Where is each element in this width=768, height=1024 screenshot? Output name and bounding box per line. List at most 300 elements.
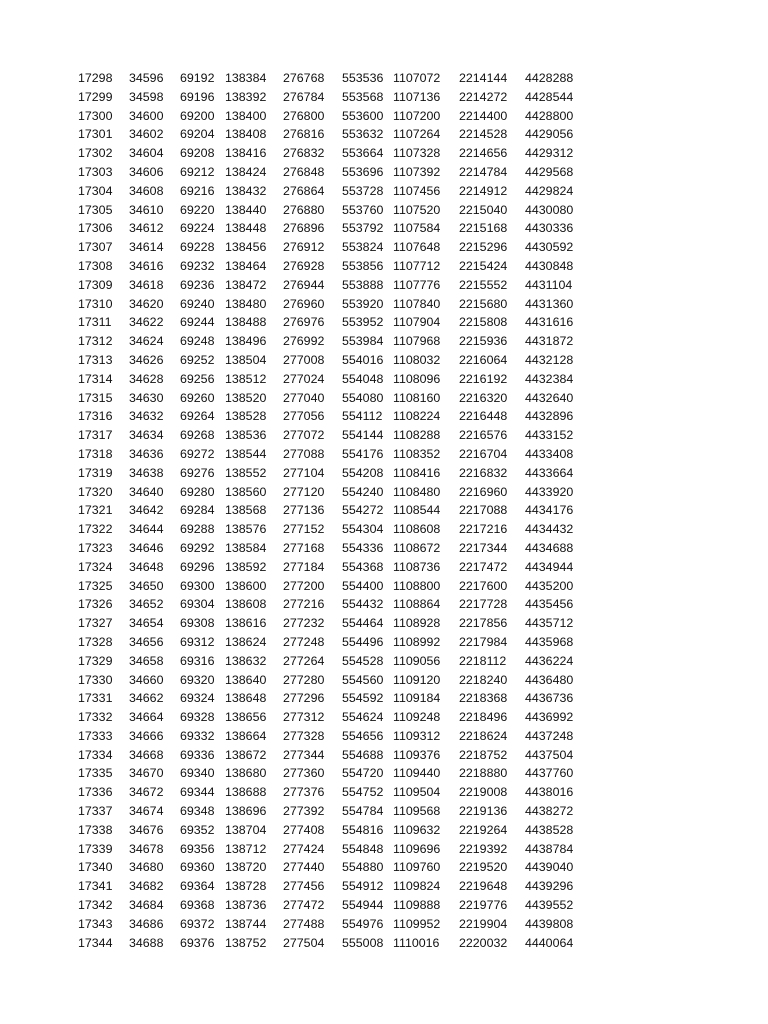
table-cell: 277152 [283,522,325,537]
table-row [0,313,768,332]
table-cell: 554656 [342,728,384,743]
table-cell: 276816 [283,127,325,142]
table-cell: 554176 [342,446,384,461]
table-cell: 4428800 [525,108,574,123]
table-cell: 276912 [283,240,325,255]
table-cell: 138584 [225,540,267,555]
table-cell: 277104 [283,465,325,480]
table-cell: 554720 [342,766,384,781]
table-cell: 4433408 [525,446,574,461]
table-cell: 1108928 [393,616,441,631]
table-cell: 34634 [129,428,164,443]
table-cell: 4432128 [525,352,574,367]
table-cell: 17323 [78,540,113,555]
table-cell: 554528 [342,653,384,668]
table-cell: 34644 [129,522,164,537]
table-cell: 34604 [129,146,164,161]
table-cell: 69340 [180,766,215,781]
table-cell: 277200 [283,578,325,593]
table-cell: 277296 [283,691,325,706]
table-cell: 34646 [129,540,164,555]
table-cell: 17334 [78,747,113,762]
table-cell: 69372 [180,916,215,931]
table-cell: 2217984 [459,634,508,649]
table-cell: 34628 [129,371,164,386]
table-cell: 554496 [342,634,384,649]
table-cell: 17341 [78,879,113,894]
table-cell: 138440 [225,202,267,217]
table-row [0,370,768,389]
table-cell: 17322 [78,522,113,537]
table-cell: 17338 [78,822,113,837]
table-cell: 4432640 [525,390,574,405]
table-row [0,276,768,295]
table-cell: 2218880 [459,766,508,781]
table-cell: 1108288 [393,428,441,443]
table-cell: 277216 [283,597,325,612]
table-cell: 34602 [129,127,164,142]
table-cell: 69196 [180,89,215,104]
table-cell: 277424 [283,841,325,856]
table-cell: 17318 [78,446,113,461]
table-cell: 34652 [129,597,164,612]
table-cell: 4440064 [525,935,574,950]
table-row [0,840,768,859]
table-cell: 69248 [180,334,215,349]
table-cell: 138544 [225,446,267,461]
table-cell: 4439296 [525,879,574,894]
table-cell: 138384 [225,71,267,85]
table-cell: 17316 [78,409,113,424]
table-row [0,295,768,314]
table-cell: 138664 [225,728,267,743]
table-cell: 276944 [283,277,325,292]
table-cell: 17328 [78,634,113,649]
table-cell: 554368 [342,559,384,574]
table-cell: 4437504 [525,747,574,762]
table-cell: 1108096 [393,371,441,386]
table-cell: 138392 [225,89,267,104]
table-cell: 17333 [78,728,113,743]
table-cell: 4431616 [525,315,574,330]
table-cell: 554944 [342,898,384,913]
table-cell: 69212 [180,164,215,179]
table-cell: 553952 [342,315,384,330]
table-cell: 4436736 [525,691,574,706]
table-cell: 554272 [342,503,384,518]
table-cell: 1107392 [393,164,441,179]
table-cell: 17300 [78,108,113,123]
table-cell: 69244 [180,315,215,330]
table-cell: 2218368 [459,691,508,706]
table-cell: 1108352 [393,446,441,461]
table-cell: 2220032 [459,935,508,950]
table-cell: 69272 [180,446,215,461]
table-cell: 2219008 [459,785,508,800]
table-cell: 277440 [283,860,325,875]
table-cell: 1107648 [393,240,441,255]
table-cell: 4436992 [525,710,574,725]
table-cell: 2217856 [459,616,508,631]
table-cell: 138720 [225,860,267,875]
table-cell: 554464 [342,616,384,631]
table-row [0,689,768,708]
table-cell: 4437760 [525,766,574,781]
table-cell: 277344 [283,747,325,762]
table-cell: 4435200 [525,578,574,593]
table-cell: 4436480 [525,672,574,687]
table-cell: 69328 [180,710,215,725]
table-cell: 138568 [225,503,267,518]
table-cell: 1107200 [393,108,441,123]
table-cell: 17321 [78,503,113,518]
table-cell: 34596 [129,71,164,85]
table-cell: 138424 [225,164,267,179]
table-cell: 1107904 [393,315,441,330]
table-cell: 1109696 [393,841,441,856]
table-cell: 2217344 [459,540,508,555]
table-cell: 17302 [78,146,113,161]
table-cell: 2214528 [459,127,508,142]
table-cell: 2217088 [459,503,508,518]
table-cell: 2215296 [459,240,508,255]
table-row [0,802,768,821]
table-cell: 1108608 [393,522,441,537]
table-cell: 138592 [225,559,267,574]
table-cell: 4438784 [525,841,574,856]
table-cell: 138448 [225,221,267,236]
table-cell: 4430592 [525,240,574,255]
table-cell: 17325 [78,578,113,593]
table-cell: 1109952 [393,916,441,931]
table-cell: 34606 [129,164,164,179]
table-cell: 17313 [78,352,113,367]
table-cell: 138576 [225,522,267,537]
table-cell: 17340 [78,860,113,875]
table-cell: 554112 [342,409,383,424]
table-cell: 69204 [180,127,215,142]
table-cell: 17299 [78,89,113,104]
table-cell: 138744 [225,916,267,931]
table-row [0,163,768,182]
table-row [0,708,768,727]
table-cell: 277408 [283,822,325,837]
table-cell: 1108736 [393,559,441,574]
table-cell: 4429056 [525,127,574,142]
table-cell: 1107968 [393,334,441,349]
table-cell: 138408 [225,127,267,142]
table-cell: 34614 [129,240,164,255]
table-cell: 277456 [283,879,325,894]
table-cell: 2216960 [459,484,508,499]
table-cell: 4429568 [525,164,574,179]
table-cell: 4431872 [525,334,574,349]
table-row [0,257,768,276]
table-cell: 34674 [129,804,164,819]
table-cell: 554848 [342,841,384,856]
table-cell: 34640 [129,484,164,499]
table-cell: 69292 [180,540,215,555]
table-row [0,821,768,840]
table-cell: 4430080 [525,202,574,217]
table-row [0,539,768,558]
table-cell: 17304 [78,183,113,198]
table-cell: 69256 [180,371,215,386]
table-cell: 17306 [78,221,113,236]
table-cell: 138624 [225,634,267,649]
table-cell: 69320 [180,672,215,687]
table-cell: 138416 [225,146,267,161]
table-cell: 138432 [225,183,267,198]
table-cell: 17319 [78,465,113,480]
table-cell: 2218240 [459,672,508,687]
table-cell: 69296 [180,559,215,574]
table-cell: 2218624 [459,728,508,743]
table-row [0,238,768,257]
table-cell: 276928 [283,258,325,273]
table-cell: 276832 [283,146,325,161]
table-cell: 2217472 [459,559,508,574]
table-cell: 1107072 [393,71,441,85]
table-cell: 34662 [129,691,164,706]
table-cell: 138696 [225,804,267,819]
table-cell: 17317 [78,428,113,443]
table-cell: 69300 [180,578,215,593]
table-cell: 1107520 [393,202,441,217]
table-cell: 1109120 [393,672,441,687]
table-cell: 4430848 [525,258,574,273]
table-row [0,595,768,614]
table-cell: 17307 [78,240,113,255]
table-cell: 69240 [180,296,215,311]
table-cell: 2216576 [459,428,508,443]
table-cell: 69304 [180,597,215,612]
table-cell: 1109312 [393,728,441,743]
table-cell: 277088 [283,446,325,461]
table-cell: 69364 [180,879,215,894]
table-cell: 17330 [78,672,113,687]
table-cell: 2219776 [459,898,508,913]
table-cell: 17339 [78,841,113,856]
table-cell: 69236 [180,277,215,292]
table-cell: 4430336 [525,221,574,236]
table-cell: 2217728 [459,597,508,612]
table-cell: 2215680 [459,296,508,311]
table-row [0,144,768,163]
table-row [0,445,768,464]
table-cell: 277072 [283,428,325,443]
table-row [0,182,768,201]
table-cell: 4429312 [525,146,574,161]
table-cell: 553600 [342,108,384,123]
table-cell: 1108160 [393,390,441,405]
table-cell: 138672 [225,747,267,762]
table-cell: 276768 [283,71,325,85]
table-cell: 1108032 [393,352,441,367]
table-cell: 1108480 [393,484,441,499]
table-cell: 2218496 [459,710,508,725]
table-cell: 277312 [283,710,325,725]
table-row [0,727,768,746]
table-cell: 17335 [78,766,113,781]
table-cell: 17336 [78,785,113,800]
table-cell: 34676 [129,822,164,837]
table-cell: 554048 [342,371,384,386]
table-cell: 17329 [78,653,113,668]
table-cell: 554144 [342,428,384,443]
table-cell: 277488 [283,916,325,931]
table-row [0,783,768,802]
table-cell: 69216 [180,183,215,198]
table-cell: 34660 [129,672,164,687]
table-cell: 69252 [180,352,215,367]
table-cell: 17342 [78,898,113,913]
table-cell: 17298 [78,71,113,85]
table-cell: 277376 [283,785,325,800]
table-cell: 4434176 [525,503,574,518]
table-cell: 17301 [78,127,113,142]
table-cell: 1107136 [393,89,441,104]
table-row [0,125,768,144]
table-cell: 277120 [283,484,325,499]
table-cell: 4434432 [525,522,574,537]
table-cell: 277008 [283,352,325,367]
table-cell: 34632 [129,409,164,424]
table-cell: 34684 [129,898,164,913]
table-cell: 554880 [342,860,384,875]
table-cell: 4431104 [525,277,573,292]
table-cell: 69280 [180,484,215,499]
table-row [0,426,768,445]
table-cell: 553824 [342,240,384,255]
table-cell: 69192 [180,71,215,85]
table-cell: 17337 [78,804,113,819]
table-cell: 34686 [129,916,164,931]
table-cell: 138640 [225,672,267,687]
table-cell: 138632 [225,653,267,668]
table-cell: 34670 [129,766,164,781]
table-cell: 1110016 [393,935,440,950]
table-cell: 138752 [225,935,267,950]
table-cell: 4434688 [525,540,574,555]
table-cell: 138536 [225,428,267,443]
table-cell: 553696 [342,164,384,179]
table-cell: 17312 [78,334,113,349]
table-cell: 2219264 [459,822,508,837]
table-cell: 4432384 [525,371,574,386]
table-cell: 1108224 [393,409,441,424]
table-cell: 34612 [129,221,164,236]
table-cell: 4439552 [525,898,574,913]
table-cell: 2217600 [459,578,508,593]
table-cell: 34600 [129,108,164,123]
table-row [0,201,768,220]
table-cell: 554400 [342,578,384,593]
table-cell: 2218752 [459,747,508,762]
table-cell: 553888 [342,277,384,292]
table-cell: 69308 [180,616,215,631]
table-row [0,219,768,238]
table-cell: 138528 [225,409,267,424]
table-cell: 69344 [180,785,215,800]
table-cell: 4436224 [525,653,574,668]
table-cell: 277360 [283,766,325,781]
table-cell: 17315 [78,390,113,405]
table-cell: 138560 [225,484,267,499]
table-cell: 138488 [225,315,267,330]
table-cell: 4429824 [525,183,574,198]
table-cell: 2216448 [459,409,508,424]
table-cell: 69224 [180,221,215,236]
table-cell: 34688 [129,935,164,950]
table-cell: 17309 [78,277,113,292]
table-cell: 553984 [342,334,384,349]
table-cell: 34672 [129,785,164,800]
table-cell: 69288 [180,522,215,537]
table-cell: 4433152 [525,428,574,443]
table-cell: 553568 [342,89,384,104]
table-cell: 69260 [180,390,215,405]
table-cell: 4435456 [525,597,574,612]
table-cell: 277248 [283,634,325,649]
table-row [0,858,768,877]
table-cell: 34680 [129,860,164,875]
table-cell: 34642 [129,503,164,518]
table-cell: 2214272 [459,89,508,104]
table-cell: 4433920 [525,484,574,499]
table-row [0,614,768,633]
table-cell: 276992 [283,334,325,349]
table-row [0,877,768,896]
table-cell: 17332 [78,710,113,725]
table-row [0,520,768,539]
table-cell: 34668 [129,747,164,762]
table-cell: 553632 [342,127,384,142]
table-cell: 554752 [342,785,384,800]
table-row [0,577,768,596]
table-cell: 554304 [342,522,384,537]
table-cell: 4439040 [525,860,574,875]
table-cell: 1109760 [393,860,441,875]
table-cell: 69332 [180,728,215,743]
table-cell: 138648 [225,691,267,706]
table-cell: 2216704 [459,446,508,461]
table-cell: 2216320 [459,390,508,405]
table-cell: 1109632 [393,822,441,837]
table-cell: 1109888 [393,898,441,913]
table-cell: 34616 [129,258,164,273]
table-cell: 34666 [129,728,164,743]
table-cell: 34636 [129,446,164,461]
table-cell: 138616 [225,616,267,631]
table-cell: 1108864 [393,597,441,612]
table-cell: 277392 [283,804,325,819]
table-cell: 1107584 [393,221,441,236]
table-row [0,896,768,915]
table-cell: 1108544 [393,503,441,518]
table-cell: 138704 [225,822,267,837]
table-cell: 554208 [342,465,384,480]
table-cell: 34598 [129,89,164,104]
table-cell: 69368 [180,898,215,913]
table-cell: 1109056 [393,653,441,668]
table-cell: 34638 [129,465,164,480]
table-cell: 554336 [342,540,384,555]
table-cell: 4435968 [525,634,574,649]
table-cell: 553664 [342,146,384,161]
table-cell: 4438528 [525,822,574,837]
table-cell: 277056 [283,409,325,424]
